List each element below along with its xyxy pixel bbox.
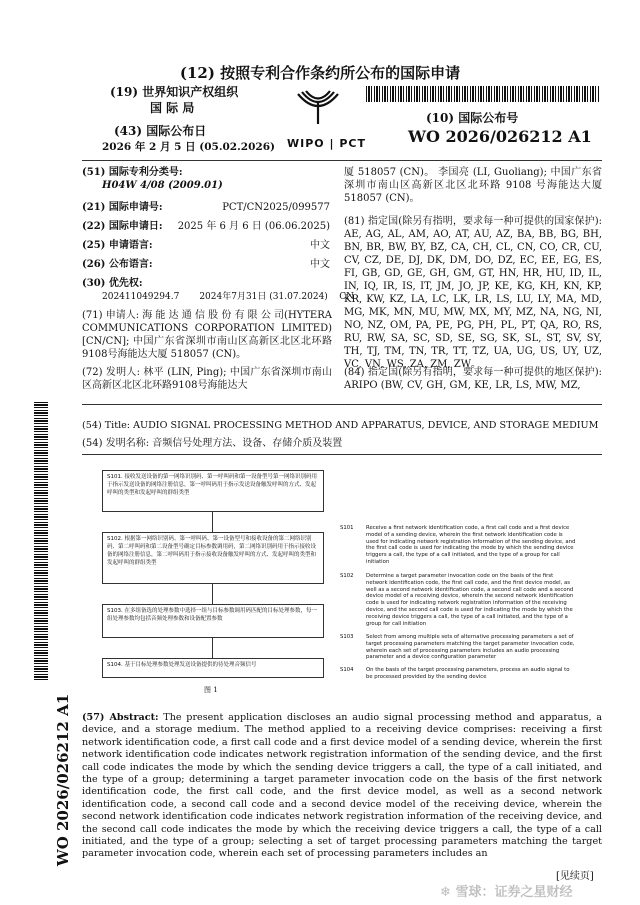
side-barcode (34, 400, 48, 680)
field-25-value: 中文 (310, 240, 330, 251)
translation-text-s102: Determine a target parameter invocation code on the basis of the first network identification code, the first call code, and the first device model, as well as a second network identification code, a second call code and a second device model of a receiving device, wherein the second network identification code is used for indicating network registration information of the receiving device, and the second call code is used for indicating the mode by which the receiving device triggers a call, the type of a call initiated, and the type of a group for call initiation (366, 573, 574, 627)
title-chinese: (54) 发明名称: 音频信号处理方法、设备、存储介质及装置 (82, 438, 343, 449)
header-divider (82, 160, 602, 161)
wipo-pct-label: WIPO | PCT (287, 137, 366, 150)
field-51-value: H04W 4/08 (2009.01) (102, 180, 223, 191)
flow-arrow-2 (212, 584, 213, 604)
organization-line1: (19) 世界知识产权组织 (110, 85, 239, 99)
field-30-label: (30) 优先权: (82, 278, 143, 289)
field-21-label: (21) 国际申请号: (82, 202, 163, 213)
figure-caption: 图 1 (204, 686, 218, 694)
translation-step-s103: S103 (340, 634, 354, 640)
flow-arrow-1 (212, 512, 213, 532)
snowball-icon: ❄ (440, 885, 451, 900)
watermark (440, 881, 635, 901)
translation-step-s104: S104 (340, 667, 354, 673)
flow-step-s101: S101. 接收发送设备的第一网络识别码、第一呼叫码和第一设备型号第一网络识别码用于指示发送设备的网络注册信息，第一呼叫码用于指示发送设备触发呼叫的方式、发起呼叫的类型和发起呼叫的群组类型 (102, 470, 324, 512)
flow-step-s103: S103. 在多组备选的处理参数中选择一组与目标参数调用码匹配的目标处理参数，每一组处理参数均包括音频处理参数和设备配置参数 (102, 604, 324, 638)
translation-text-s103: Select from among multiple sets of alternative processing parameters a set of target processing parameters matching the target parameter invocation code, wherein each set of processing parameters includes an audio processing parameter and a device configuration parameter (366, 634, 575, 661)
publication-date-value: 2026 年 2 月 5 日 (05.02.2026) (102, 141, 275, 153)
wipo-logo (278, 88, 358, 138)
continued-marker: [见续页] (556, 871, 594, 882)
abstract-label: (57) Abstract: (82, 712, 159, 723)
title-divider-top (82, 404, 602, 405)
organization-line2: 国 际 局 (150, 101, 195, 115)
field-72-inventor: (72) 发明人: 林平 (LIN, Ping); 中国广东省深圳市南山区高新区北区北环路9108号海能达大 (82, 367, 332, 391)
field-30-value: 202411049294.7 2024年7月31日 (31.07.2024) CN (102, 292, 355, 302)
publication-date-label: (43) 国际公布日 (114, 124, 207, 138)
field-22-value: 2025 年 6 月 6 日 (06.06.2025) (177, 221, 330, 232)
field-51-label: (51) 国际专利分类号: (82, 167, 183, 178)
flow-arrow-3 (212, 638, 213, 658)
field-21-value: PCT/CN2025/099577 (222, 202, 330, 213)
translation-text-s104: On the basis of the target processing parameters, process an audio signal to be processed provided by the sending device (366, 667, 570, 680)
top-barcode (366, 86, 600, 102)
flow-step-s102: S102. 根据第一网络识别码、第一呼叫码、第一设备型号和接收设备的第二网络识别码、第二呼叫码和第二设备型号确定目标参数调用码，第二网络识别码用于指示接收设备的网络注册信息，第二呼叫码用于指示接收设备触发呼叫的方式、发起呼叫的类型和发起呼叫的群组类型 (102, 532, 324, 584)
field-22-label: (22) 国际申请日: (82, 221, 163, 232)
field-71-applicant: (71) 申请人: 海 能 达 通 信 股 份 有 限 公 司(HYTERA COMMUNICATIONS CORPORATION LIMITED) [CN/CN]; 中国广东省深圳市南山区高新区北区北环路9108号海能达大厦 518057 (CN)。 (82, 310, 332, 360)
field-25-label: (25) 申请语言: (82, 240, 153, 251)
publication-number-value: WO 2026/026212 A1 (408, 127, 592, 146)
wipo-emblem-icon (278, 88, 358, 138)
side-publication-number: WO 2026/026212 A1 (54, 693, 72, 867)
publication-number-label: (10) 国际公布号 (426, 111, 519, 125)
title-divider-bottom (82, 454, 602, 455)
abstract-text: The present application discloses an audio signal processing method and apparatus, a device, and a storage medium. The method applied to a receiving device comprises: receiving a first network identification code, a first call code and a first device model of a sending device, wherein the first network identification code indicates network registration information of the sending device, and the first call code indicates the mode by which the sending device triggers a call, the type of a call initiated, and the type of a group; determining a target parameter invocation code on the basis of the first network identification code, the first call code, and the first device model, as well as a second network identification code, a second call code and a second device model of the receiving device, wherein the second network identification code indicates network registration information of the receiving device, and the second call code indicates the mode by which the receiving device triggers a call, the type of a call initiated, and the type of a group; selecting a set of target processing parameters matching the target parameter invocation code, wherein each set of processing parameters includes an (82, 712, 602, 860)
field-26-label: (26) 公布语言: (82, 259, 153, 270)
document-title: (12) 按照专利合作条约所公布的国际申请 (179, 64, 461, 82)
translation-step-s101: S101 (340, 525, 354, 531)
abstract (82, 712, 602, 861)
flow-step-s104: S104. 基于目标处理参数处理发送设备提供的待处理音频信号 (102, 658, 324, 678)
title-english: (54) Title: AUDIO SIGNAL PROCESSING METHOD AND APPARATUS, DEVICE, AND STORAGE MEDIUM (82, 420, 599, 431)
field-26-value: 中文 (310, 259, 330, 270)
field-84-regional-states: (84) 指定国(除另有指明，要求每一种可提供的地区保护): ARIPO (BW, CV, GH, GM, KE, LR, LS, MW, MZ, (344, 367, 602, 391)
translation-step-s102: S102 (340, 573, 354, 579)
translation-text-s101: Receive a first network identification code, a first call code and a first device model of a sending device, wherein the first network identification code is used for indicating network registration information of the sending device, and the first call code is used for indicating the mode by which the sending device triggers a call, the type of a call initiated, and the type of a group for call initiation (366, 525, 576, 565)
inventor-continuation: 厦 518057 (CN)。 李国亮 (LI, Guoliang); 中国广东省深圳市南山区高新区北区北环路 9108 号海能达大厦 518057 (CN)。 (344, 167, 602, 204)
watermark-text: 雪球：证券之星财经 (455, 885, 573, 900)
field-81-designated-states: (81) 指定国(除另有指明，要求每一种可提供的国家保护): AE, AG, AL, AM, AO, AT, AU, AZ, BA, BB, BG, BH, BN, BR, BW, BY, BZ, CA, CH, CL, CN, CO, CR, CU, CV, CZ, DE, DJ, DK, DM, DO, DZ, EC, EE, EG, ES, FI, GB, GD, GE, GH, GM, GT, HN, HR, HU, ID, IL, IN, IQ, IR, IS, IT, JM, JO, JP, KE, KG, KH, KN, KP, KR, KW, KZ, LA, LC, LK, LR, LS, LU, LY, MA, MD, MG, MK, MN, MU, MW, MX, MY, MZ, NA, NG, NI, NO, NZ, OM, PA, PE, PG, PH, PL, PT, QA, RO, RS, RU, RW, SA, SC, SD, SE, SG, SK, SL, ST, SV, SY, TH, TJ, TM, TN, TR, TT, TZ, UA, UG, US, UY, UZ, VC, VN, WS, ZA, ZM, ZW。 (344, 216, 602, 370)
